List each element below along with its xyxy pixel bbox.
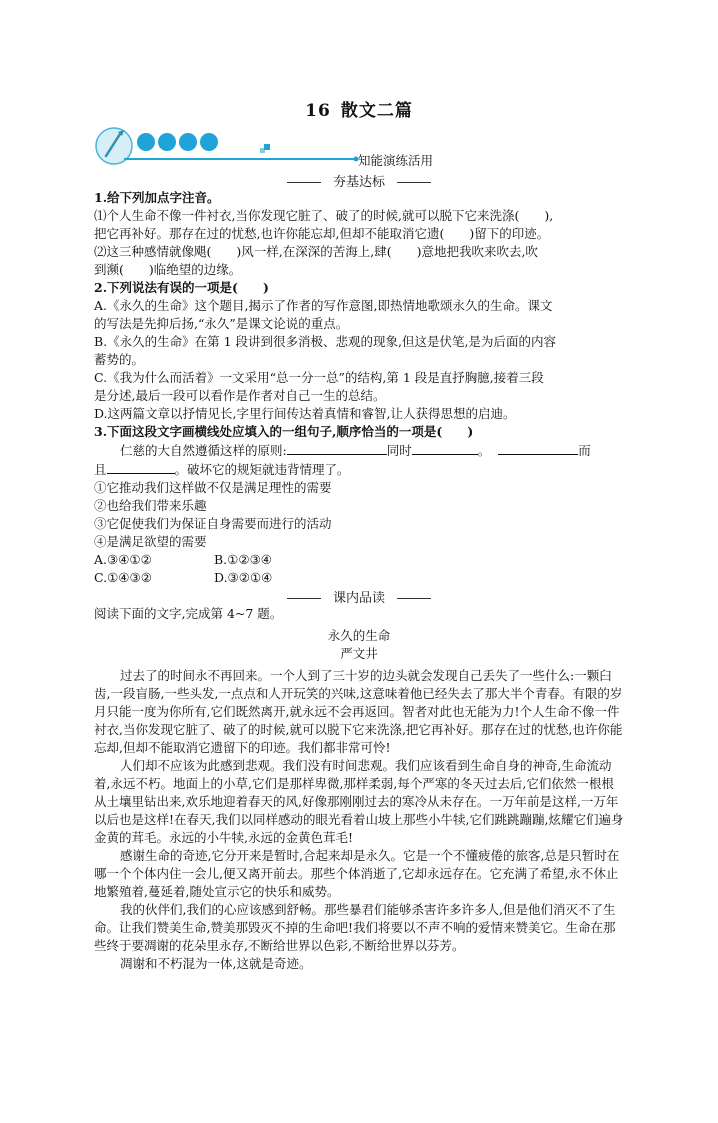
passage-paragraph-3: 感谢生命的奇迹,它分开来是暂时,合起来却是永久。它是一个不懂疲倦的旅客,总是只暂时在哪一个个体内住一会儿,便又离开前去。那些个体消逝了,它却永远存在。它充满了希望,永不休止地繁殖着,蔓延着,随处宣示它的快乐和威势。	[94, 848, 620, 899]
passage-paragraph-1: 过去了的时间永不再回来。一个人到了三十岁的边头就会发现自己丢失了一些什么:一颗臼齿,一段盲肠,一些头发,一点点和人开玩笑的兴味,这意味着他已经失去了那大半个青春。有限的岁月只能一度为你所有,它们既然离开,就永远不会再返回。智者对此也无能为力!个人生命不像一件衬衣,当你发现它脏了、破了的时候,就可以脱下它来洗涤,把它再补好。那存在过的忧愁,也许你能忘却,但却不能取消它遗留下的印迹。我们都非常可怜!	[94, 668, 623, 755]
reading-block	[94, 605, 624, 973]
q2-option-c2: 是分述,最后一段可以看作是作者对自己一生的总结。	[94, 388, 386, 403]
q3-option-2: ②也给我们带来乐趣	[94, 498, 207, 513]
lesson-number: 16	[305, 101, 331, 121]
section-heading-reading: 课内品读	[0, 587, 718, 606]
q3-choices-cd: C.①④③② D.③②①④	[94, 570, 273, 585]
passage-title: 永久的生命	[327, 628, 391, 643]
q3-option-3: ③它促使我们为保证自身需要而进行的活动	[94, 516, 332, 531]
q3-stem: 3.下面这段文字画横线处应填入的一组句子,顺序恰当的一项是( )	[94, 424, 474, 439]
lesson-name: 散文二篇	[340, 101, 413, 121]
dot-icon	[200, 133, 218, 151]
q3-option-1: ①它推动我们这样做不仅是满足理性的需要	[94, 480, 332, 495]
reading-intro: 阅读下面的文字,完成第 4~7 题。	[94, 606, 283, 621]
dot-icon	[137, 133, 155, 151]
dot-icon	[179, 133, 197, 151]
q3-line2: 且 。破坏它的规矩就违背情理了。	[94, 462, 350, 477]
q3-choices-ab: A.③④①② B.①②③④	[94, 552, 272, 567]
q3-option-4: ④是满足欲望的需要	[94, 534, 207, 549]
q2-stem: 2.下列说法有误的一项是( )	[94, 280, 269, 295]
q1-s1a: ⑴个人生命不像一件衬衣,当你发现它脏了、破了的时候,就可以脱下它来洗涤( ),	[94, 208, 554, 223]
passage-paragraph-4: 我的伙伴们,我们的心应该感到舒畅。那些暴君们能够杀害许多许多人,但是他们消灭不了生命。让我们赞美生命,赞美那毁灭不掉的生命吧!我们将要以不声不响的爱情来赞美它。生命在那些终于要凋谢的花朵里永存,不断给世界以色彩,不断给世界以芬芳。	[94, 902, 616, 953]
lesson-title	[0, 96, 718, 121]
passage-paragraph-5: 凋谢和不朽混为一体,这就是奇迹。	[120, 956, 312, 971]
q3-line1: 仁慈的大自然遵循这样的原则: 同时 。 而	[120, 443, 591, 458]
q1-s1b: 把它再补好。那存在过的忧愁,也许你能忘却,但却不能取消它遗( )留下的印迹。	[94, 226, 550, 241]
q1-s2b: 到濒( )临绝望的边缘。	[94, 262, 242, 277]
q2-option-d: D.这两篇文章以抒情见长,字里行间传达着真情和睿智,让人获得思想的启迪。	[94, 406, 516, 421]
dot-icon	[158, 133, 176, 151]
banner-label: 知能演练活用	[358, 153, 434, 168]
questions-block	[94, 189, 624, 587]
q2-option-b1: B.《永久的生命》在第 1 段讲到很多消极、悲观的现象,但这是伏笔,是为后面的内容	[94, 334, 557, 349]
q2-option-c1: C.《我为什么而活着》一文采用“总一分一总”的结构,第 1 段是直抒胸臆,接着三段	[94, 370, 544, 385]
q2-option-a1: A.《永久的生命》这个题目,揭示了作者的写作意图,即热情地歌颂永久的生命。课文	[94, 298, 553, 313]
section-heading-basic: 夯基达标	[0, 171, 718, 190]
passage-author: 严文井	[340, 646, 378, 661]
passage-paragraph-2: 人们却不应该为此感到悲观。我们没有时间悲观。我们应该看到生命自身的神奇,生命流动着,永远不朽。地面上的小草,它们是那样卑微,那样柔弱,每个严寒的冬天过去后,它们依然一根根从土壤里钻出来,欢乐地迎着春天的风,好像那刚刚过去的寒冷从未存在。一万年前是这样,一万年以后也是这样!在春天,我们以同样感动的眼光看着山坡上那些小牛犊,它们跳跳蹦蹦,炫耀它们遍身金黄的茸毛。永远的小牛犊,永远的金黄色茸毛!	[94, 758, 624, 845]
q1-s2a: ⑵这三种感情就像飓( )风一样,在深深的苦海上,肆( )意地把我吹来吹去,吹	[94, 244, 538, 259]
q1-stem: 1.给下列加点字注音。	[94, 190, 220, 205]
q2-option-b2: 蓄势的。	[94, 352, 145, 367]
q2-option-a2: 的写法是先抑后扬,“永久”是课文论说的重点。	[94, 316, 349, 331]
